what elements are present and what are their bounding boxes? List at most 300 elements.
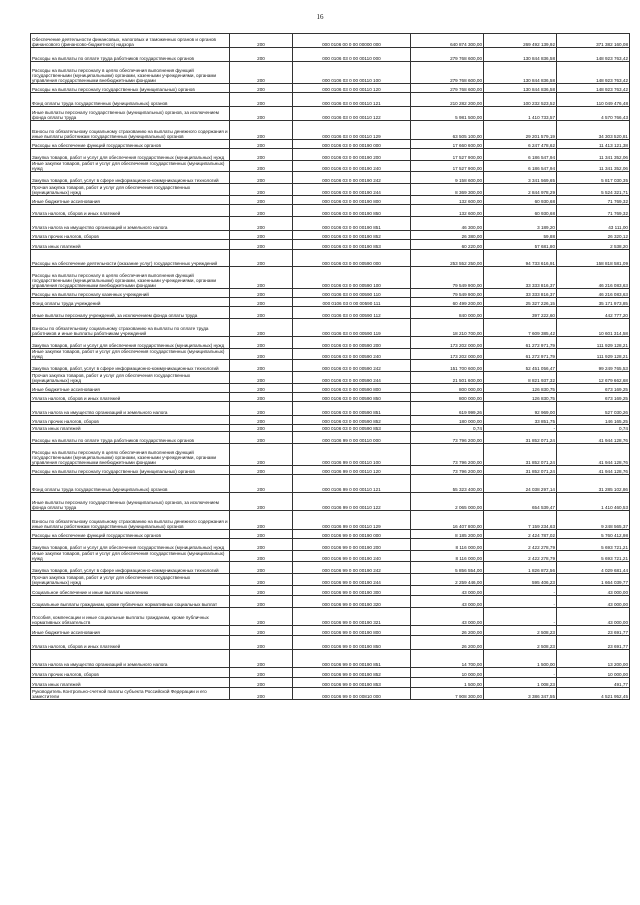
row-approved: 800 000,00 — [411, 384, 484, 393]
row-unexecuted: 41 944 128,76 — [557, 432, 630, 444]
row-code: 200 — [230, 668, 293, 678]
row-code: 200 — [230, 562, 293, 574]
row-executed: 8 821 937,32 — [484, 372, 557, 384]
row-executed: - — [484, 586, 557, 596]
row-code: 200 — [230, 636, 293, 650]
row-executed: 33 333 816,37 — [484, 289, 557, 298]
row-kbk: 000 0106 03 0 00 00590 119 — [293, 319, 411, 337]
row-code: 200 — [230, 511, 293, 530]
row-kbk: 000 0106 03 0 00 00190 244 — [293, 184, 411, 196]
row-approved: 1 500,00 — [411, 678, 484, 688]
row-kbk: 000 0106 03 0 00 00590 111 — [293, 298, 411, 307]
row-code: 200 — [230, 416, 293, 425]
row-executed: 94 733 616,91 — [484, 250, 557, 267]
row-executed: 1 500,00 — [484, 650, 557, 668]
table-row — [31, 217, 630, 231]
row-executed: 1 008,23 — [484, 678, 557, 688]
row-kbk: 000 0106 99 0 00 00110 000 — [293, 432, 411, 444]
row-kbk: 000 0106 03 0 00 00110 100 — [293, 62, 411, 84]
table-row — [31, 107, 630, 121]
row-code: 200 — [230, 596, 293, 608]
row-name: Расходы на выплаты персоналу в целях обеспечения выполнения функций государственными (муниципальными) органами, казенными учреждениями, органами управления государственными внебюджетными фондами — [31, 62, 230, 84]
row-code: 200 — [230, 688, 293, 700]
row-executed: 6 186 547,94 — [484, 149, 557, 161]
row-kbk: 000 0106 99 0 00 00110 122 — [293, 493, 411, 511]
row-kbk: 000 0106 03 0 00 00190 240 — [293, 161, 411, 172]
row-name: Иные выплаты персоналу государственных (муниципальных) органов, за исключением фонда оплаты труда — [31, 107, 230, 121]
row-approved: 10 000,00 — [411, 668, 484, 678]
row-approved: 46 300,00 — [411, 217, 484, 231]
row-executed: 29 201 579,19 — [484, 121, 557, 140]
row-unexecuted: 35 171 973,85 — [557, 298, 630, 307]
row-executed: 126 830,75 — [484, 393, 557, 402]
row-code: 200 — [230, 267, 293, 289]
row-name: Прочая закупка товаров, работ и услуг для обеспечения государственных (муниципальных) нужд — [31, 372, 230, 384]
row-name: Закупка товаров, работ, услуг в сфере информационно-коммуникационных технологий — [31, 562, 230, 574]
row-kbk: 000 0106 03 0 00 00590 000 — [293, 250, 411, 267]
row-approved: 5 981 500,00 — [411, 107, 484, 121]
row-name: Иные бюджетные ассигнования — [31, 626, 230, 636]
row-executed: 57 681,80 — [484, 240, 557, 250]
row-code: 200 — [230, 240, 293, 250]
row-approved: 279 768 600,00 — [411, 62, 484, 84]
row-approved: 17 527 900,00 — [411, 161, 484, 172]
table-row — [31, 539, 630, 551]
table-row — [31, 425, 630, 432]
row-approved: 17 660 600,00 — [411, 140, 484, 149]
row-name: Обеспечение деятельности финансовых, налоговых и таможенных органов и органов финансового (финансово-бюджетного) надзора — [31, 34, 230, 48]
row-name: Расходы на обеспечение функций государственных органов — [31, 530, 230, 539]
table-row — [31, 562, 630, 574]
row-unexecuted: 5 760 412,98 — [557, 530, 630, 539]
table-row — [31, 574, 630, 586]
row-unexecuted: 11 341 352,06 — [557, 149, 630, 161]
table-row — [31, 493, 630, 511]
row-unexecuted: 673 169,25 — [557, 393, 630, 402]
row-unexecuted: 43 000,00 — [557, 586, 630, 596]
row-name: Социальные выплаты гражданам, кроме публичных нормативных социальных выплат — [31, 596, 230, 608]
row-kbk: 000 0106 03 0 00 00190 850 — [293, 205, 411, 217]
row-approved: 253 552 250,00 — [411, 250, 484, 267]
table-row — [31, 402, 630, 416]
row-kbk: 000 0106 03 0 00 00190 200 — [293, 149, 411, 161]
row-name: Социальное обеспечение и иные выплаты населению — [31, 586, 230, 596]
row-name: Расходы на выплаты персоналу казенных учреждений — [31, 289, 230, 298]
row-unexecuted: 12 679 662,68 — [557, 372, 630, 384]
table-row — [31, 372, 630, 384]
row-code: 200 — [230, 475, 293, 493]
row-executed: 2 422 278,79 — [484, 539, 557, 551]
table-row — [31, 149, 630, 161]
row-name: Уплата прочих налогов, сборов — [31, 231, 230, 240]
row-executed: 397 222,60 — [484, 307, 557, 319]
row-code: 200 — [230, 34, 293, 48]
row-code: 200 — [230, 337, 293, 349]
row-kbk: 000 0106 99 0 00 00190 242 — [293, 562, 411, 574]
row-executed: 130 844 836,58 — [484, 62, 557, 84]
row-name: Фонд оплаты труда государственных (муниципальных) органов — [31, 93, 230, 107]
row-unexecuted: 148 923 763,42 — [557, 84, 630, 93]
row-executed: 7 609 385,42 — [484, 319, 557, 337]
row-kbk: 000 0106 99 0 00 00190 300 — [293, 586, 411, 596]
row-code: 200 — [230, 432, 293, 444]
budget-table — [30, 33, 630, 700]
row-approved: 43 000,00 — [411, 596, 484, 608]
row-kbk: 000 0106 03 0 00 00590 240 — [293, 349, 411, 360]
row-name: Уплата иных платежей — [31, 425, 230, 432]
row-name: Иные закупки товаров, работ и услуг для обеспечения государственных (муниципальных) нужд — [31, 161, 230, 172]
row-approved: 7 908 300,00 — [411, 688, 484, 700]
row-name: Уплата налога на имущество организаций и земельного налога — [31, 650, 230, 668]
row-approved: 9 158 600,00 — [411, 172, 484, 184]
row-name: Взносы по обязательному социальному страхованию на выплаты денежного содержания и иные выплаты работникам государственных (муниципальных) органов — [31, 121, 230, 140]
row-approved: 79 549 900,00 — [411, 267, 484, 289]
row-unexecuted: 0,74 — [557, 425, 630, 432]
table-row — [31, 84, 630, 93]
row-kbk: 000 0106 03 0 00 00590 100 — [293, 267, 411, 289]
row-name: Уплата налогов, сборов и иных платежей — [31, 205, 230, 217]
table-row — [31, 240, 630, 250]
row-kbk: 000 0106 03 0 00 00190 242 — [293, 172, 411, 184]
row-name: Иные выплаты персоналу государственных (муниципальных) органов, за исключением фонда оплаты труда — [31, 493, 230, 511]
row-kbk: 000 0106 03 0 00 00590 242 — [293, 360, 411, 372]
row-unexecuted: 10 601 314,58 — [557, 319, 630, 337]
row-executed: 2 844 978,29 — [484, 184, 557, 196]
row-name: Пособия, компенсации и иные социальные выплаты гражданам, кроме публичных нормативных обязательств — [31, 608, 230, 626]
row-code: 200 — [230, 184, 293, 196]
row-code: 200 — [230, 307, 293, 319]
row-name: Расходы на выплаты по оплате труда работников государственных органов — [31, 48, 230, 62]
row-kbk: 000 0106 03 0 00 00110 122 — [293, 107, 411, 121]
table-row — [31, 530, 630, 539]
row-executed: 31 852 071,24 — [484, 432, 557, 444]
table-row — [31, 205, 630, 217]
row-code: 200 — [230, 172, 293, 184]
row-approved: 8 116 000,00 — [411, 539, 484, 551]
row-code: 200 — [230, 650, 293, 668]
table-row — [31, 349, 630, 360]
row-executed: 24 038 297,14 — [484, 475, 557, 493]
row-code: 200 — [230, 574, 293, 586]
table-row — [31, 196, 630, 205]
row-unexecuted: 2 538,20 — [557, 240, 630, 250]
row-unexecuted: 71 769,32 — [557, 196, 630, 205]
table-row — [31, 511, 630, 530]
row-code: 200 — [230, 217, 293, 231]
row-name: Уплата налогов, сборов и иных платежей — [31, 636, 230, 650]
row-unexecuted: 41 944 128,76 — [557, 466, 630, 475]
row-executed: 1 826 872,56 — [484, 562, 557, 574]
row-kbk: 000 0106 03 0 00 00110 121 — [293, 93, 411, 107]
row-kbk: 000 0106 99 0 00 00110 121 — [293, 475, 411, 493]
row-unexecuted: 442 777,20 — [557, 307, 630, 319]
row-kbk: 000 0106 03 0 00 00590 800 — [293, 384, 411, 393]
row-name: Иные бюджетные ассигнования — [31, 196, 230, 205]
table-row — [31, 184, 630, 196]
table-row — [31, 636, 630, 650]
table-row — [31, 298, 630, 307]
row-kbk: 000 0106 03 0 00 00190 800 — [293, 196, 411, 205]
row-approved: 640 874 300,00 — [411, 34, 484, 48]
table-row — [31, 650, 630, 668]
row-unexecuted: 110 049 476,48 — [557, 93, 630, 107]
row-code: 200 — [230, 121, 293, 140]
table-row — [31, 172, 630, 184]
table-row — [31, 475, 630, 493]
row-unexecuted: 10 000,00 — [557, 668, 630, 678]
row-unexecuted: 9 248 565,37 — [557, 511, 630, 530]
row-executed: 595 406,23 — [484, 574, 557, 586]
row-executed: 6 247 478,62 — [484, 140, 557, 149]
row-kbk: 000 0106 99 0 00 00190 852 — [293, 668, 411, 678]
row-unexecuted: 673 169,25 — [557, 384, 630, 393]
row-executed: 269 492 139,92 — [484, 34, 557, 48]
row-approved: 8 116 000,00 — [411, 551, 484, 562]
row-approved: 5 856 554,00 — [411, 562, 484, 574]
row-name: Закупка товаров, работ и услуг для обеспечения государственных (муниципальных) нужд — [31, 149, 230, 161]
row-executed: 654 539,47 — [484, 493, 557, 511]
row-unexecuted: 43 111,00 — [557, 217, 630, 231]
row-name: Расходы на выплаты персоналу государственных (муниципальных) органов — [31, 466, 230, 475]
row-unexecuted: 11 413 121,38 — [557, 140, 630, 149]
row-unexecuted: 26 320,12 — [557, 231, 630, 240]
row-executed: - — [484, 608, 557, 626]
row-code: 200 — [230, 48, 293, 62]
row-executed: 100 232 523,52 — [484, 93, 557, 107]
row-executed: - — [484, 596, 557, 608]
row-unexecuted: 11 341 352,06 — [557, 161, 630, 172]
row-unexecuted: 71 769,32 — [557, 205, 630, 217]
row-approved: 279 768 600,00 — [411, 84, 484, 93]
row-name: Иные выплаты персоналу учреждений, за исключением фонда оплаты труда — [31, 307, 230, 319]
row-code: 200 — [230, 608, 293, 626]
row-name: Уплата иных платежей — [31, 240, 230, 250]
row-unexecuted: 1 410 460,53 — [557, 493, 630, 511]
row-approved: 180 000,00 — [411, 416, 484, 425]
row-code: 200 — [230, 466, 293, 475]
row-kbk: 000 0106 99 0 00 00190 850 — [293, 636, 411, 650]
row-name: Прочая закупка товаров, работ и услуг для обеспечения государственных (муниципальных) нужд — [31, 184, 230, 196]
row-name: Фонд оплаты труда государственных (муниципальных) органов — [31, 475, 230, 493]
row-unexecuted: 491,77 — [557, 678, 630, 688]
row-code: 200 — [230, 626, 293, 636]
row-name: Расходы на выплаты персоналу государственных (муниципальных) органов — [31, 84, 230, 93]
row-kbk: 000 0106 99 0 00 00190 244 — [293, 574, 411, 586]
row-executed: 3 189,20 — [484, 217, 557, 231]
row-name: Расходы на выплаты персоналу в целях обеспечения выполнения функций государственными (муниципальными) органами, казенными учреждениями, органами управления государственными внебюджетными фондами — [31, 444, 230, 466]
table-row — [31, 416, 630, 425]
row-name: Закупка товаров, работ и услуг для обеспечения государственных (муниципальных) нужд — [31, 337, 230, 349]
row-code: 200 — [230, 384, 293, 393]
row-code: 200 — [230, 551, 293, 562]
row-unexecuted: 148 923 763,42 — [557, 62, 630, 84]
row-kbk: 000 0106 99 0 00 00190 240 — [293, 551, 411, 562]
table-row — [31, 688, 630, 700]
row-executed: 2 424 787,02 — [484, 530, 557, 539]
table-row — [31, 608, 630, 626]
row-approved: 619 999,26 — [411, 402, 484, 416]
table-row — [31, 432, 630, 444]
row-name: Расходы на выплаты по оплате труда работников государственных органов — [31, 432, 230, 444]
table-row — [31, 93, 630, 107]
table-row — [31, 626, 630, 636]
table-row — [31, 393, 630, 402]
row-name: Фонд оплаты труда учреждений — [31, 298, 230, 307]
row-code: 200 — [230, 678, 293, 688]
row-approved: 43 000,00 — [411, 608, 484, 626]
row-unexecuted: 527 030,26 — [557, 402, 630, 416]
row-kbk: 000 0106 03 0 00 00590 200 — [293, 337, 411, 349]
row-kbk: 000 0106 03 0 00 00190 851 — [293, 217, 411, 231]
row-name: Закупка товаров, работ, услуг в сфере информационно-коммуникационных технологий — [31, 172, 230, 184]
row-kbk: 000 0106 03 0 00 00590 852 — [293, 416, 411, 425]
row-unexecuted: 111 929 128,21 — [557, 349, 630, 360]
row-kbk: 000 0106 99 0 00 00110 100 — [293, 444, 411, 466]
row-kbk: 000 0106 99 0 00 00190 321 — [293, 608, 411, 626]
row-kbk: 000 0106 03 0 00 00590 850 — [293, 393, 411, 402]
row-name: Расходы на обеспечение деятельности (оказание услуг) государственных учреждений — [31, 250, 230, 267]
row-executed: 25 327 226,15 — [484, 298, 557, 307]
row-unexecuted: 4 570 766,43 — [557, 107, 630, 121]
row-executed: 61 272 971,79 — [484, 337, 557, 349]
row-approved: 73 796 200,00 — [411, 466, 484, 475]
row-approved: 173 202 000,00 — [411, 337, 484, 349]
row-unexecuted: 5 693 721,21 — [557, 551, 630, 562]
row-kbk: 000 0106 99 0 00 00190 000 — [293, 530, 411, 539]
row-executed: 59,88 — [484, 231, 557, 240]
row-approved: 60 220,00 — [411, 240, 484, 250]
row-executed: 7 159 234,63 — [484, 511, 557, 530]
row-executed: 52 451 056,47 — [484, 360, 557, 372]
row-unexecuted: 99 249 765,53 — [557, 360, 630, 372]
row-kbk: 000 0106 99 0 00 00190 800 — [293, 626, 411, 636]
row-executed: 33 851,75 — [484, 416, 557, 425]
table-row — [31, 586, 630, 596]
row-name: Руководитель Контрольно-счетной палаты субъекта Российской Федерации и его заместители — [31, 688, 230, 700]
row-kbk: 000 0106 03 0 00 00110 129 — [293, 121, 411, 140]
row-approved: 279 768 600,00 — [411, 48, 484, 62]
row-kbk: 000 0106 99 0 00 00190 853 — [293, 678, 411, 688]
row-code: 200 — [230, 539, 293, 551]
table-row — [31, 337, 630, 349]
row-code: 200 — [230, 319, 293, 337]
row-code: 200 — [230, 372, 293, 384]
row-unexecuted: 13 200,00 — [557, 650, 630, 668]
row-approved: 73 796 200,00 — [411, 444, 484, 466]
row-executed: 31 852 071,24 — [484, 466, 557, 475]
row-approved: 8 185 200,00 — [411, 530, 484, 539]
row-kbk: 000 0106 03 0 00 00190 852 — [293, 231, 411, 240]
row-approved: 132 600,00 — [411, 205, 484, 217]
table-row — [31, 267, 630, 289]
row-executed: 60 930,68 — [484, 205, 557, 217]
row-name: Уплата налога на имущество организаций и земельного налога — [31, 217, 230, 231]
row-unexecuted: 43 000,00 — [557, 608, 630, 626]
row-executed: 61 272 971,79 — [484, 349, 557, 360]
row-name: Взносы по обязательному социальному страхованию на выплаты по оплате труда работников и иные выплаты работникам учреждений — [31, 319, 230, 337]
row-code: 200 — [230, 360, 293, 372]
row-kbk: 000 0106 03 0 00 00590 853 — [293, 425, 411, 432]
row-executed: 2 508,23 — [484, 626, 557, 636]
row-code: 200 — [230, 530, 293, 539]
row-unexecuted: 146 165,25 — [557, 416, 630, 425]
row-executed: 126 830,75 — [484, 384, 557, 393]
row-unexecuted: 5 817 030,35 — [557, 172, 630, 184]
row-approved: 26 200,00 — [411, 626, 484, 636]
row-name: Взносы по обязательному социальному страхованию на выплаты денежного содержания и иные выплаты работникам государственных (муниципальных) органов — [31, 511, 230, 530]
table-row — [31, 551, 630, 562]
row-code: 200 — [230, 84, 293, 93]
table-row — [31, 668, 630, 678]
row-executed: 130 844 836,58 — [484, 84, 557, 93]
row-name: Иные закупки товаров, работ и услуг для обеспечения государственных (муниципальных) нужд — [31, 349, 230, 360]
row-approved: 60 499 200,00 — [411, 298, 484, 307]
row-approved: 173 202 000,00 — [411, 349, 484, 360]
row-kbk: 000 0106 00 0 00 00000 000 — [293, 34, 411, 48]
row-unexecuted: 23 691,77 — [557, 636, 630, 650]
row-kbk: 000 0106 99 0 00 00190 851 — [293, 650, 411, 668]
table-row — [31, 384, 630, 393]
row-approved: 43 000,00 — [411, 586, 484, 596]
row-name: Прочая закупка товаров, работ и услуг для обеспечения государственных (муниципальных) нужд — [31, 574, 230, 586]
row-unexecuted: 1 664 039,77 — [557, 574, 630, 586]
row-executed: 1 410 733,57 — [484, 107, 557, 121]
row-approved: 14 700,00 — [411, 650, 484, 668]
row-code: 200 — [230, 402, 293, 416]
table-row — [31, 121, 630, 140]
row-kbk: 000 0106 03 0 00 00190 853 — [293, 240, 411, 250]
row-code: 200 — [230, 289, 293, 298]
table-row — [31, 596, 630, 608]
row-kbk: 000 0106 03 0 00 00110 120 — [293, 84, 411, 93]
row-code: 200 — [230, 231, 293, 240]
table-row — [31, 319, 630, 337]
table-row — [31, 140, 630, 149]
row-name: Иные бюджетные ассигнования — [31, 384, 230, 393]
table-row — [31, 250, 630, 267]
row-code: 200 — [230, 196, 293, 205]
row-approved: 26 380,00 — [411, 231, 484, 240]
table-row — [31, 48, 630, 62]
row-unexecuted: 23 691,77 — [557, 626, 630, 636]
row-approved: 79 549 900,00 — [411, 289, 484, 298]
row-kbk: 000 0106 99 0 00 00810 000 — [293, 688, 411, 700]
row-name: Уплата иных платежей — [31, 678, 230, 688]
row-approved: 8 369 300,00 — [411, 184, 484, 196]
row-name: Закупка товаров, работ, услуг в сфере информационно-коммуникационных технологий — [31, 360, 230, 372]
row-executed: 2 508,23 — [484, 636, 557, 650]
row-kbk: 000 0106 99 0 00 00110 129 — [293, 511, 411, 530]
row-name: Иные закупки товаров, работ и услуг для обеспечения государственных (муниципальных) нужд — [31, 551, 230, 562]
row-kbk: 000 0106 99 0 00 00190 320 — [293, 596, 411, 608]
table-row — [31, 307, 630, 319]
row-executed: 92 969,00 — [484, 402, 557, 416]
row-approved: 151 700 600,00 — [411, 360, 484, 372]
row-code: 200 — [230, 349, 293, 360]
row-kbk: 000 0106 03 0 00 00190 000 — [293, 140, 411, 149]
table-row — [31, 444, 630, 466]
row-code: 200 — [230, 140, 293, 149]
row-approved: 132 600,00 — [411, 196, 484, 205]
table-row — [31, 289, 630, 298]
row-name: Уплата прочих налогов, сборов — [31, 416, 230, 425]
row-name: Расходы на обеспечение функций государственных органов — [31, 140, 230, 149]
row-name: Уплата налогов, сборов и иных платежей — [31, 393, 230, 402]
row-unexecuted: 31 285 102,86 — [557, 475, 630, 493]
table-row — [31, 466, 630, 475]
row-approved: 63 505 100,00 — [411, 121, 484, 140]
row-unexecuted: 5 693 721,21 — [557, 539, 630, 551]
